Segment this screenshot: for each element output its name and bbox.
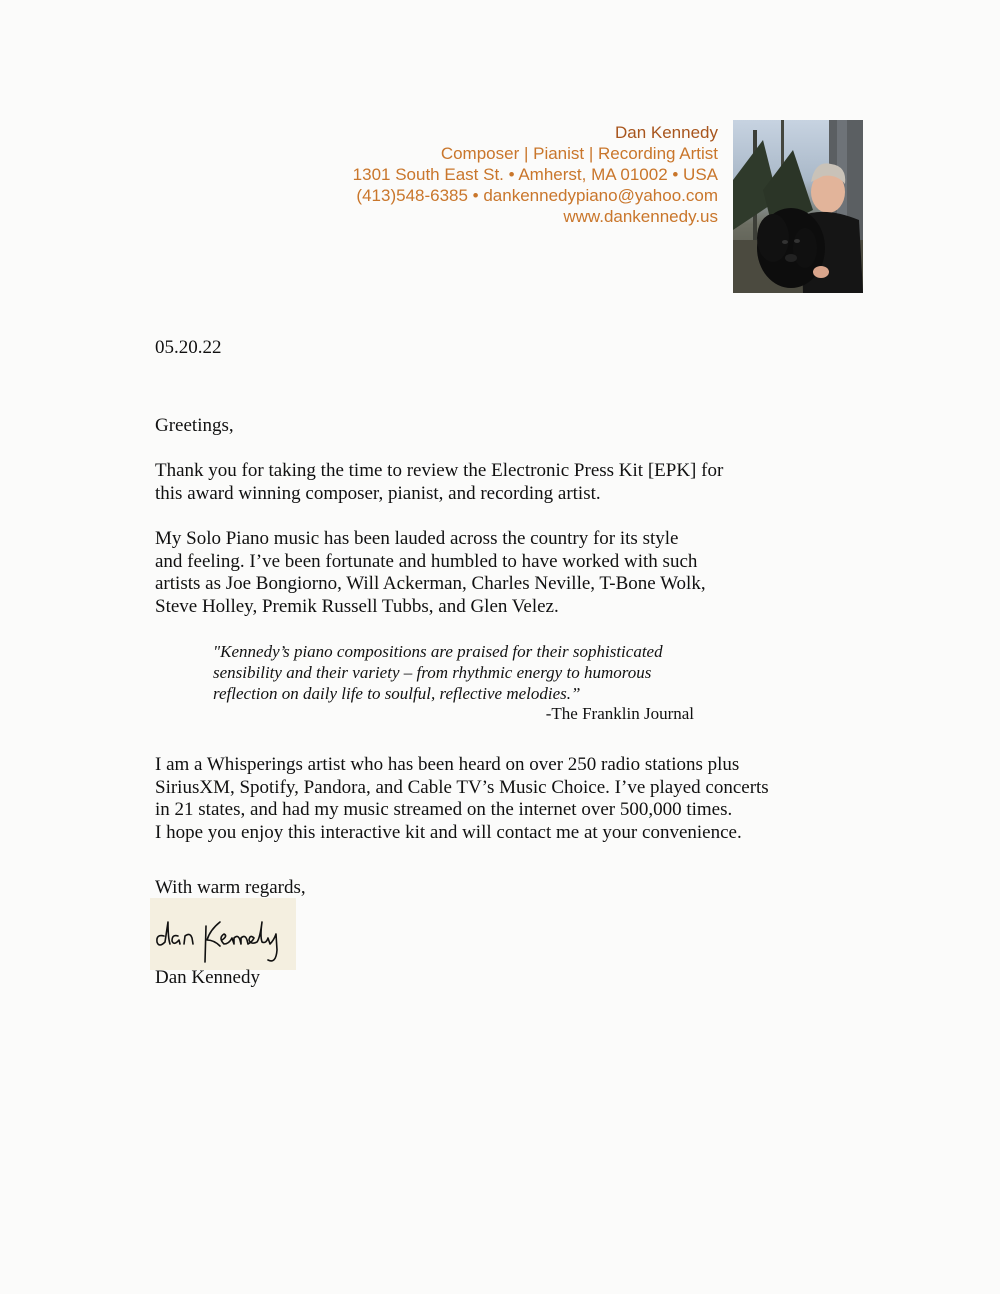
- letter-closing: With warm regards,: [155, 877, 306, 898]
- letter-paragraph-2: My Solo Piano music has been lauded across the country for its style and feeling. I’ve been fortunate and humbled to have worked with such artists as Joe Bongiorno, Will Ackerman, Charles Neville, T-Bone Wolk, Steve Holley, Premik Russell Tubbs, and Glen Velez.: [155, 528, 706, 617]
- letterhead-name: Dan Kennedy: [614, 123, 718, 142]
- letter-paragraph-1: Thank you for taking the time to review the Electronic Press Kit [EPK] for this award winning composer, pianist, and recording artist.: [155, 460, 724, 504]
- portrait-photo-icon: [733, 120, 863, 293]
- letter-paragraph-3: I am a Whisperings artist who has been heard on over 250 radio stations plus SiriusXM, Spotify, Pandora, and Cable TV’s Music Choice. I’ve played concerts in 21 states, and had my music streamed on the internet over 500,000 times. I hope you enjoy this interactive kit and will contact me at your convenience.: [155, 754, 769, 843]
- letterhead-roles: Composer | Pianist | Recording Artist: [440, 144, 718, 163]
- press-quote-source: -The Franklin Journal: [545, 704, 694, 723]
- letterhead-website: www.dankennedy.us: [563, 207, 718, 226]
- letter-greeting: Greetings,: [155, 415, 234, 436]
- signer-name: Dan Kennedy: [155, 967, 260, 988]
- letterhead: [353, 122, 718, 227]
- press-quote: "Kennedy’s piano compositions are praised for their sophisticated sensibility and their variety – from rhythmic energy to humorous reflection on daily life to soulful, reflective melodies.”: [213, 642, 663, 703]
- letterhead-address: 1301 South East St. • Amherst, MA 01002 • USA: [352, 165, 718, 184]
- signature-icon: [150, 898, 296, 970]
- letter-date: 05.20.22: [155, 337, 222, 358]
- handwritten-signature: [150, 898, 296, 970]
- portrait-photo: [733, 120, 863, 293]
- letterhead-contact: (413)548-6385 • dankennedypiano@yahoo.com: [356, 186, 718, 205]
